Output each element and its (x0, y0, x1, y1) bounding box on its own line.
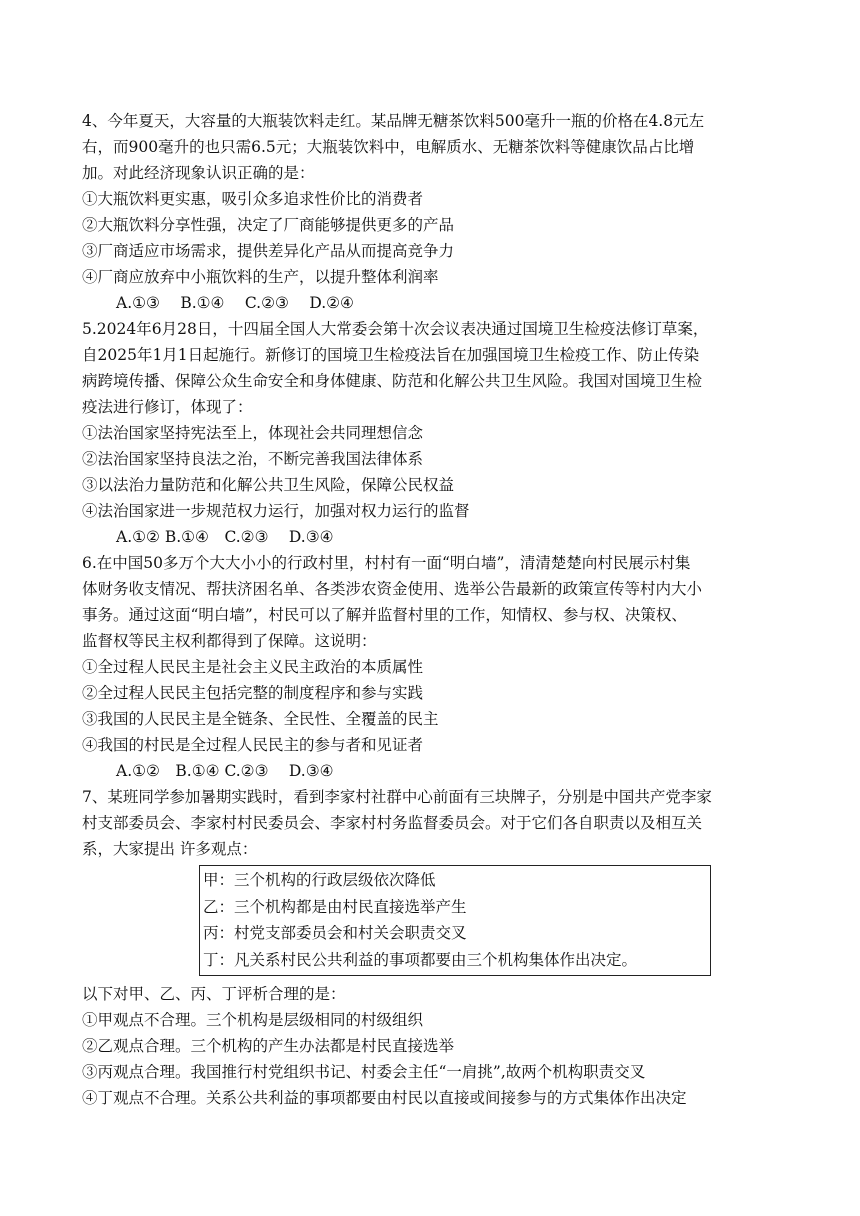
question-6-stem-line-1: 6.在中国50多万个大大小小的行政村里，村村有一面“明白墙”，清清楚楚向村民展示村集 (82, 554, 691, 572)
question-6-option-4: ④我国的村民是全过程人民民主的参与者和见证者 (82, 736, 424, 754)
question-6-option-2: ②全过程人民民主包括完整的制度程序和参与实践 (82, 684, 424, 702)
question-5-option-4: ④法治国家进一步规范权力运行，加强对权力运行的监督 (82, 502, 470, 520)
question-4 (82, 108, 782, 316)
viewpoint-yi: 乙：三个机构都是由村民直接选举产生 (203, 897, 467, 916)
viewpoint-jia: 甲：三个机构的行政层级依次降低 (203, 871, 436, 889)
question-7-option-3: ③丙观点合理。我国推行村党组织书记、村委会主任“一肩挑”,故两个机构职责交叉 (82, 1063, 646, 1081)
question-5-option-3: ③以法治力量防范和化解公共卫生风险，保障公民权益 (82, 476, 455, 494)
question-7-prompt: 以下对甲、乙、丙、丁评析合理的是： (82, 985, 346, 1003)
question-6 (82, 550, 782, 784)
question-4-stem-line-2: 右，而900毫升的也只需6.5元；大瓶装饮料中，电解质水、无糖茶饮料等健康饮品占比增 (82, 138, 695, 156)
question-4-option-2: ②大瓶饮料分享性强，决定了厂商能够提供更多的产品 (82, 216, 455, 234)
question-5-stem-line-2: 自2025年1月1日起施行。新修订的国境卫生检疫法旨在加强国境卫生检疫工作、防止传染 (82, 346, 700, 364)
question-7-stem-line-3: 系，大家提出 许多观点： (82, 840, 258, 858)
question-7-option-4: ④丁观点不合理。关系公共利益的事项都要由村民以直接或间接参与的方式集体作出决定 (82, 1089, 687, 1107)
question-6-option-3: ③我国的人民民主是全链条、全民性、全覆盖的民主 (82, 710, 439, 728)
question-5-stem-line-3: 病跨境传播、保障公众生命安全和身体健康、防范和化解公共卫生风险。我国对国境卫生检 (82, 372, 703, 390)
question-5-stem-line-1: 5.2024年6月28日，十四届全国人大常委会第十次会议表决通过国境卫生检疫法修订草案， (82, 320, 709, 338)
viewpoints-box (199, 865, 711, 976)
question-6-option-1: ①全过程人民民主是社会主义民主政治的本质属性 (82, 658, 424, 676)
question-4-option-1: ①大瓶饮料更实惠，吸引众多追求性价比的消费者 (82, 190, 424, 208)
question-7 (82, 784, 782, 1111)
viewpoint-bing: 丙：村党支部委员会和村关会职责交叉 (203, 924, 467, 942)
question-7-stem-line-1: 7、某班同学参加暑期实践时，看到李家村社群中心前面有三块牌子，分别是中国共产党李家 (82, 788, 712, 806)
question-7-option-1: ①甲观点不合理。三个机构是层级相同的村级组织 (82, 1011, 424, 1029)
question-7-option-2: ②乙观点合理。三个机构的产生办法都是村民直接选举 (82, 1037, 455, 1055)
viewpoints-box-wrapper (82, 865, 782, 976)
viewpoint-ding: 丁：凡关系村民公共利益的事项都要由三个机构集体作出决定。 (203, 950, 638, 969)
exam-page (82, 108, 782, 1111)
question-5-option-2: ②法治国家坚持良法之治，不断完善我国法律体系 (82, 450, 424, 468)
question-5-stem-line-4: 疫法进行修订，体现了： (82, 398, 253, 416)
question-5-option-1: ①法治国家坚持宪法至上，体现社会共同理想信念 (82, 424, 424, 442)
question-7-stem-line-2: 村支部委员会、李家村村民委员会、李家村村务监督委员会。对于它们各自职责以及相互关 (82, 814, 703, 832)
question-4-stem-line-1: 4、今年夏天，大容量的大瓶装饮料走红。某品牌无糖茶饮料500毫升一瓶的价格在4.8元左 (82, 112, 705, 130)
question-5 (82, 316, 782, 550)
question-6-stem-line-2: 体财务收支情况、帮扶济困名单、各类涉农资金使用、选举公告最新的政策宣传等村内大小 (82, 580, 703, 598)
question-4-option-4: ④厂商应放弃中小瓶饮料的生产，以提升整体利润率 (82, 268, 439, 286)
question-5-choices: A.①② B.①④ C.②③ D.③④ (116, 528, 334, 546)
question-6-stem-line-3: 事务。通过这面“明白墙”，村民可以了解并监督村里的工作，知情权、参与权、决策权、 (82, 606, 687, 624)
question-6-choices: A.①② B.①④ C.②③ D.③④ (116, 762, 334, 780)
question-4-option-3: ③厂商适应市场需求，提供差异化产品从而提高竞争力 (82, 242, 455, 260)
question-6-stem-line-4: 监督权等民主权利都得到了保障。这说明： (82, 632, 377, 650)
question-4-choices: A.①③ B.①④ C.②③ D.②④ (116, 294, 354, 312)
question-4-stem-line-3: 加。对此经济现象认识正确的是： (82, 164, 315, 182)
